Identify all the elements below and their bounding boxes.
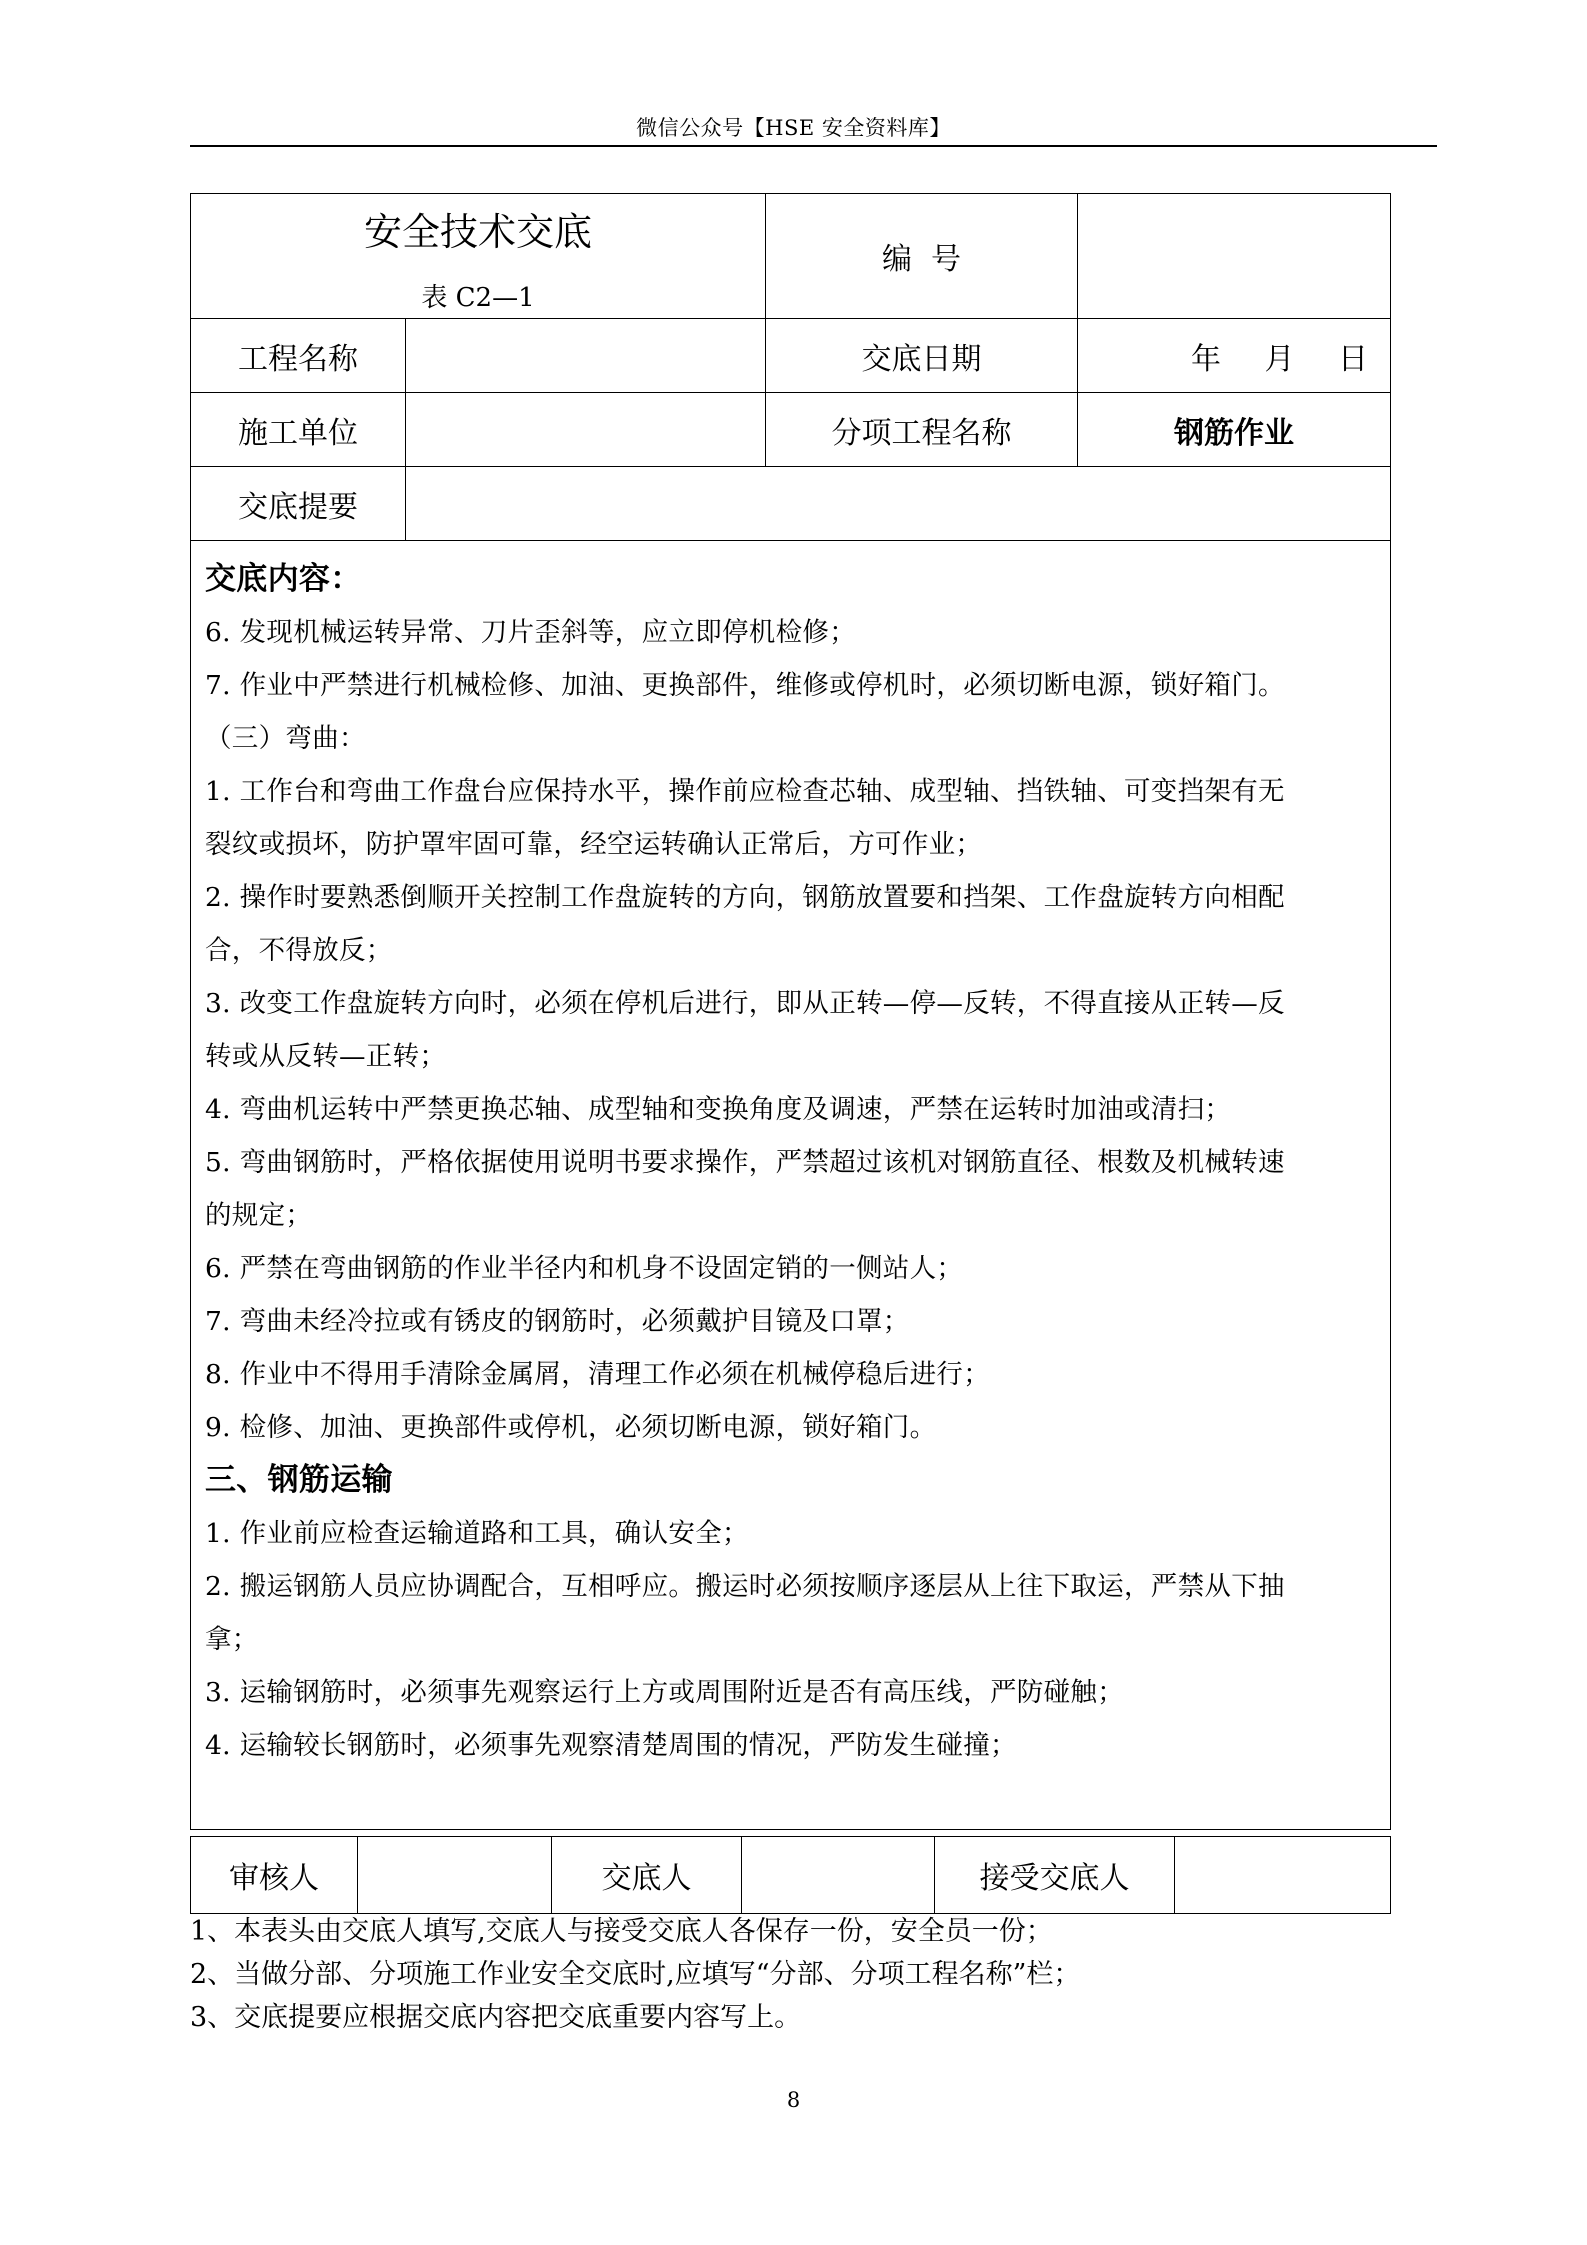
unit-field[interactable] (406, 393, 766, 467)
section-line: 4. 运输较长钢筋时，必须事先观察清楚周围的情况，严防发生碰撞； (205, 1730, 1017, 1761)
signature-table (190, 1836, 1391, 1914)
content-line: 3. 改变工作盘旋转方向时，必须在停机后进行，即从正转—停—反转，不得直接从正转—反 (205, 988, 1285, 1019)
presenter-field[interactable] (742, 1837, 935, 1914)
section-line: 3. 运输钢筋时，必须事先观察运行上方或周围附近是否有高压线，严防碰触； (205, 1677, 1125, 1708)
content-line: 7. 弯曲未经冷拉或有锈皮的钢筋时，必须戴护目镜及口罩； (205, 1306, 910, 1337)
footnote: 3、交底提要应根据交底内容把交底重要内容写上。 (190, 2002, 802, 2033)
content-line: 合，不得放反； (205, 935, 393, 966)
safety-briefing-form (190, 193, 1391, 1830)
content-line: 8. 作业中不得用手清除金属屑，清理工作必须在机械停稳后进行； (205, 1359, 991, 1390)
content-line: 7. 作业中严禁进行机械检修、加油、更换部件，维修或停机时，必须切断电源，锁好箱门。 (205, 670, 1285, 701)
date-field[interactable]: 年 月 日 (1078, 319, 1391, 393)
content-line: （三）弯曲： (205, 723, 366, 754)
summary-field[interactable] (406, 467, 1391, 541)
reviewer-label: 审核人 (191, 1837, 358, 1914)
briefing-content (191, 541, 1391, 1830)
project-name-field[interactable] (406, 319, 766, 393)
code-field[interactable] (1078, 194, 1391, 319)
footnote: 2、当做分部、分项施工作业安全交底时,应填写“分部、分项工程名称”栏； (190, 1959, 1081, 1990)
content-line: 1. 工作台和弯曲工作盘台应保持水平，操作前应检查芯轴、成型轴、挡铁轴、可变挡架有无 (205, 776, 1285, 807)
date-label: 交底日期 (766, 319, 1078, 393)
content-line: 6. 发现机械运转异常、刀片歪斜等，应立即停机检修； (205, 617, 857, 648)
project-name-label: 工程名称 (191, 319, 406, 393)
sub-project-label: 分项工程名称 (766, 393, 1078, 467)
content-line: 的规定； (205, 1200, 313, 1231)
sub-project-value[interactable]: 钢筋作业 (1078, 393, 1391, 467)
page-number: 8 (786, 2088, 801, 2112)
content-line: 2. 操作时要熟悉倒顺开关控制工作盘旋转的方向，钢筋放置要和挡架、工作盘旋转方向相配 (205, 882, 1285, 913)
content-line: 裂纹或损坏，防护罩牢固可靠，经空运转确认正常后，方可作业； (205, 829, 983, 860)
receiver-label: 接受交底人 (935, 1837, 1175, 1914)
presenter-label: 交底人 (552, 1837, 742, 1914)
content-line: 9. 检修、加油、更换部件或停机，必须切断电源，锁好箱门。 (205, 1412, 937, 1443)
page-header: 微信公众号【HSE 安全资料库】 (636, 116, 951, 140)
section-line: 2. 搬运钢筋人员应协调配合，互相呼应。搬运时必须按顺序逐层从上往下取运，严禁从下抽 (205, 1571, 1285, 1602)
content-heading: 交底内容： (205, 561, 362, 597)
summary-label: 交底提要 (191, 467, 406, 541)
code-label: 编 号 (766, 194, 1078, 319)
form-title: 安全技术交底 (364, 209, 593, 254)
content-line: 4. 弯曲机运转中严禁更换芯轴、成型轴和变换角度及调速，严禁在运转时加油或清扫； (205, 1094, 1232, 1125)
receiver-field[interactable] (1175, 1837, 1391, 1914)
section-heading: 三、钢筋运输 (205, 1462, 393, 1498)
footnote: 1、本表头由交底人填写,交底人与接受交底人各保存一份，安全员一份； (190, 1916, 1053, 1947)
header-divider (190, 145, 1437, 147)
content-line: 5. 弯曲钢筋时，严格依据使用说明书要求操作，严禁超过该机对钢筋直径、根数及机械转速 (205, 1147, 1285, 1178)
form-subtitle: 表 C2—1 (421, 282, 535, 313)
content-line: 转或从反转—正转； (205, 1041, 447, 1072)
unit-label: 施工单位 (191, 393, 406, 467)
section-line: 拿； (205, 1624, 259, 1655)
form-title-cell (191, 194, 766, 319)
section-line: 1. 作业前应检查运输道路和工具，确认安全； (205, 1518, 749, 1549)
footnotes (190, 1910, 1440, 2039)
content-line: 6. 严禁在弯曲钢筋的作业半径内和机身不设固定销的一侧站人； (205, 1253, 964, 1284)
reviewer-field[interactable] (358, 1837, 552, 1914)
